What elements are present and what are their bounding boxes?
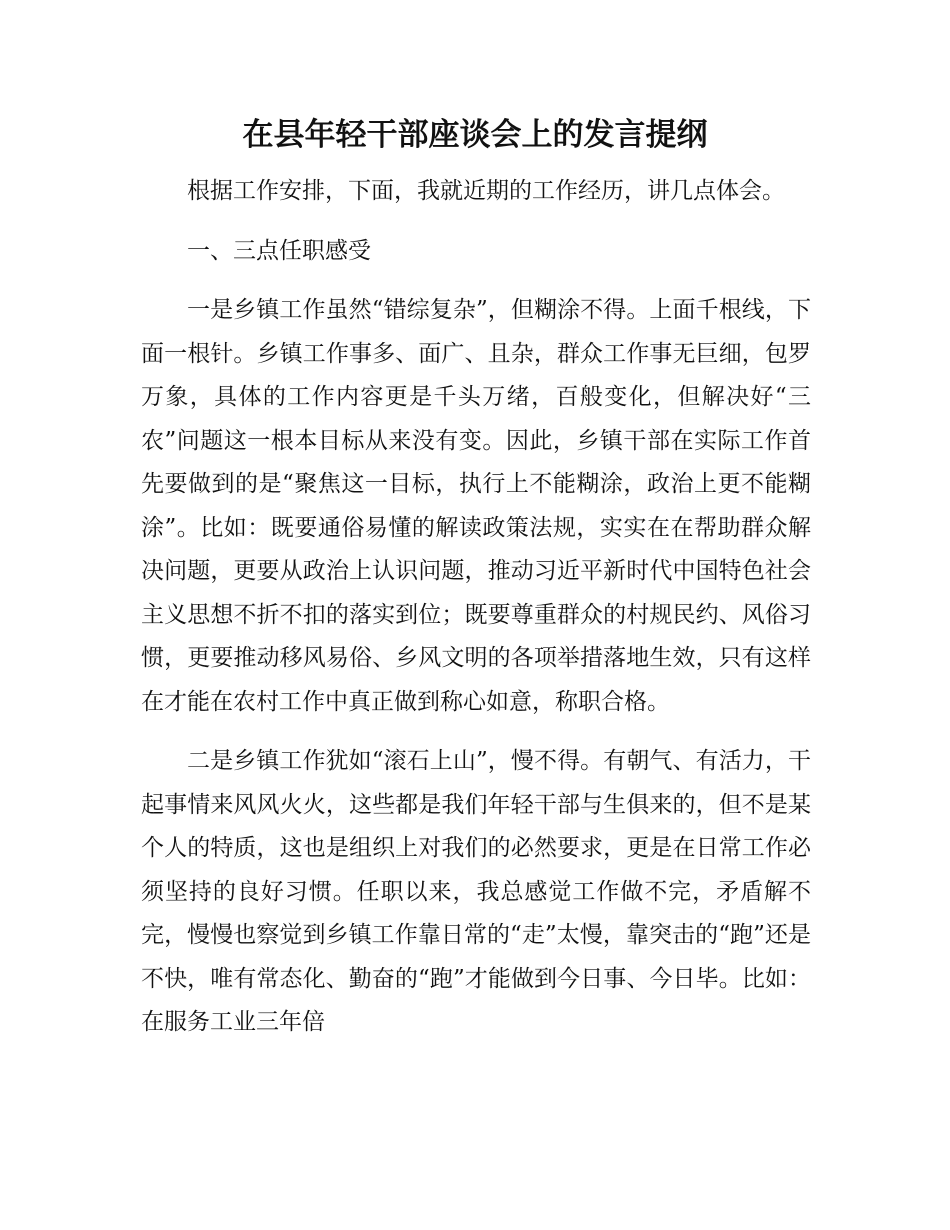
- intro-paragraph: 根据工作安排，下面，我就近期的工作经历，讲几点体会。: [187, 178, 785, 204]
- document-body: [141, 170, 811, 1061]
- paragraph-1: 一是乡镇工作虽然“错综复杂”，但糊涂不得。上面千根线，下面一根针。乡镇工作事多、面广、且杂，群众工作事无巨细，包罗万象，具体的工作内容更是千头万绪，百般变化，但解决好“三农”问题这一根本目标从来没有变。因此，乡镇干部在实际工作首先要做到的是“聚焦这一目标，执行上不能糊涂，政治上更不能糊涂”。比如：既要通俗易懂的解读政策法规，实实在在帮助群众解决问题，更要从政治上认识问题，推动习近平新时代中国特色社会主义思想不折不扣的落实到位；既要尊重群众的村规民约、风俗习惯，更要推动移风易俗、乡风文明的各项举措落地生效，只有这样在才能在农村工作中真正做到称心如意，称职合格。: [141, 297, 811, 715]
- section-heading: 一、三点任职感受: [187, 237, 371, 264]
- document-title: 在县年轻干部座谈会上的发言提纲: [242, 117, 708, 153]
- paragraph-2: 二是乡镇工作犹如“滚石上山”，慢不得。有朝气、有活力，干起事情来风风火火，这些都是我们年轻干部与生俱来的，但不是某个人的特质，这也是组织上对我们的必然要求，更是在日常工作必须坚持的良好习惯。任职以来，我总感觉工作做不完，矛盾解不完，慢慢也察觉到乡镇工作靠日常的“走”太慢，靠突击的“跑”还是不快，唯有常态化、勤奋的“跑”才能做到今日事、今日毕。比如：在服务工业三年倍: [141, 748, 811, 1035]
